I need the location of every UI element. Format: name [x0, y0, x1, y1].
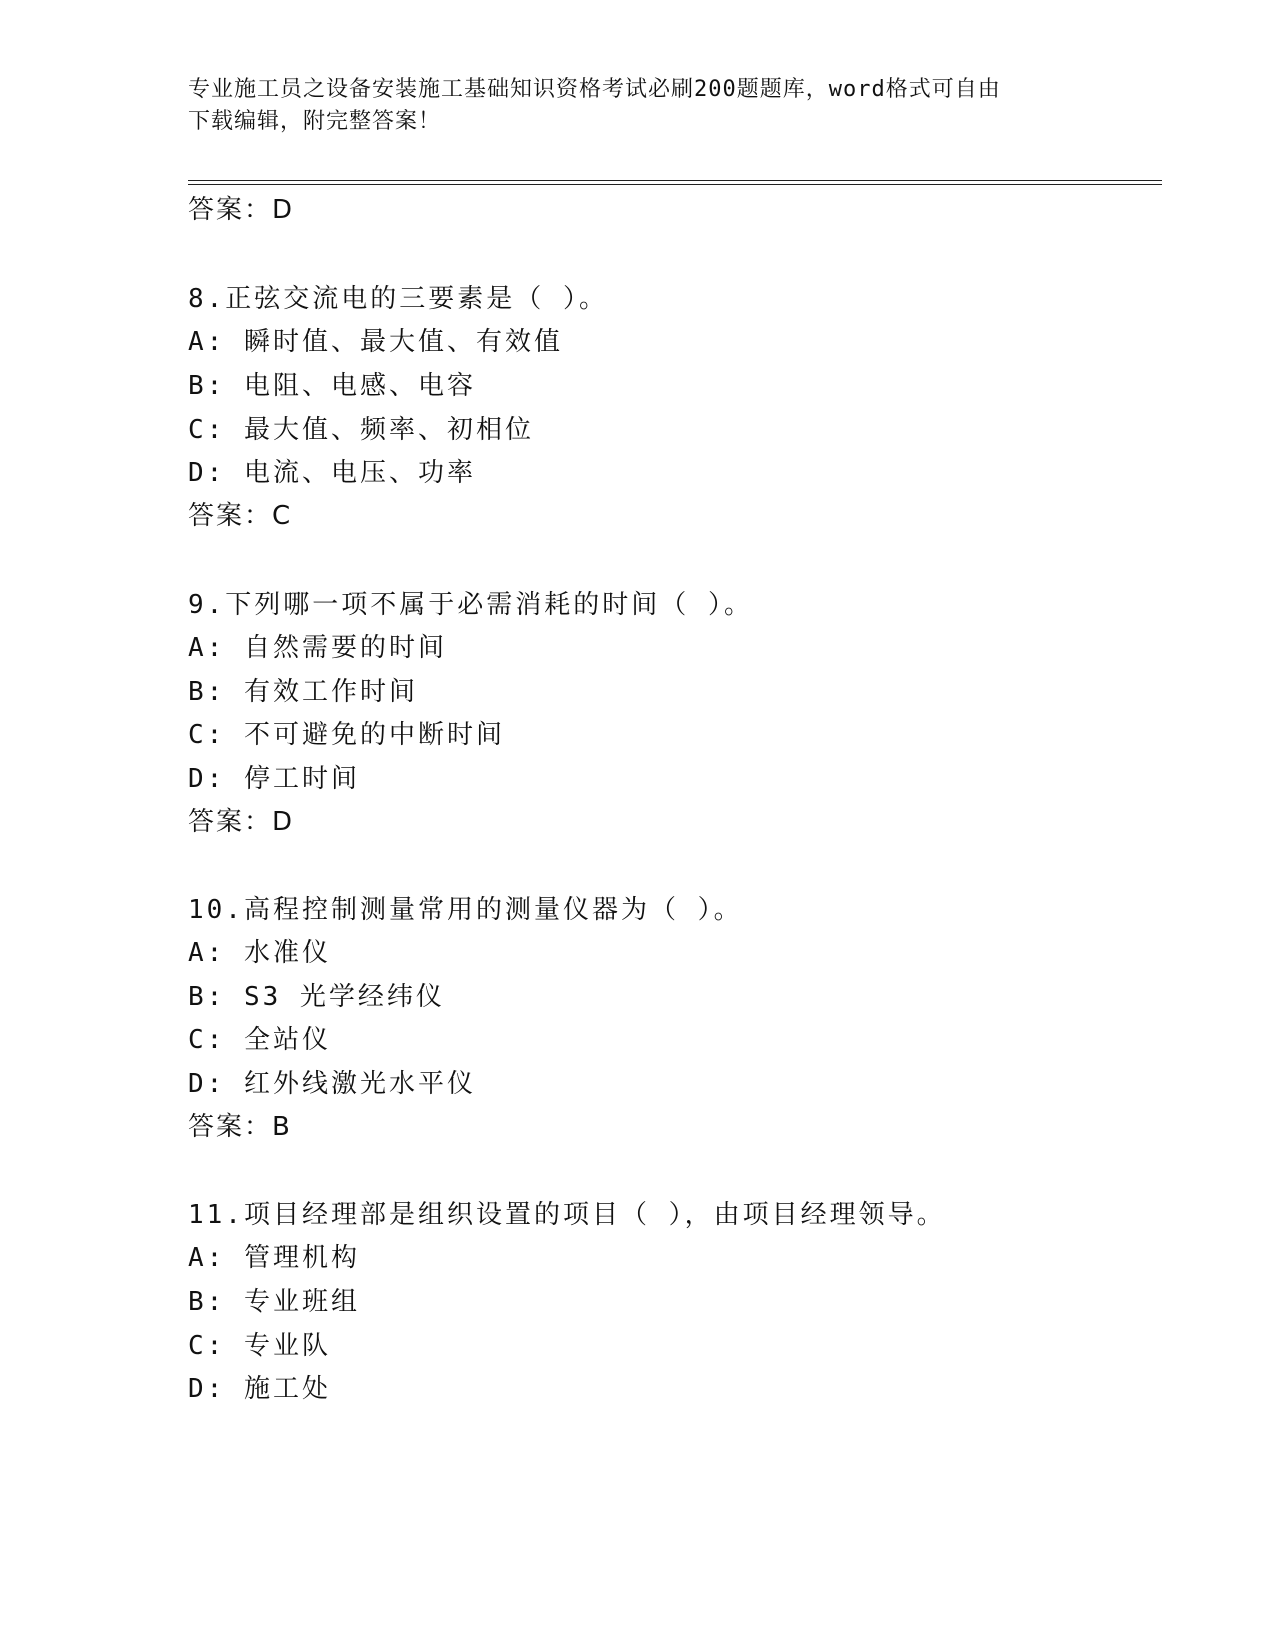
question-9-option-c: C: 不可避免的中断时间: [188, 720, 505, 750]
question-11-stem: 11.项目经理部是组织设置的项目（ ），由项目经理领导。: [188, 1200, 946, 1230]
question-9-stem: 9.下列哪一项不属于必需消耗的时间（ ）。: [188, 590, 753, 620]
header-line-1: 专业施工员之设备安装施工基础知识资格考试必刷200题题库，word格式可自由: [188, 77, 1001, 102]
header-line-2: 下载编辑，附完整答案！: [188, 109, 442, 134]
answer-prev: 答案：D: [188, 195, 295, 225]
question-8-answer: 答案：C: [188, 501, 293, 531]
question-9-option-a: A: 自然需要的时间: [188, 633, 447, 663]
question-10-answer: 答案：B: [188, 1112, 292, 1142]
question-11-option-d: D: 施工处: [188, 1374, 331, 1404]
question-8-option-c: C: 最大值、频率、初相位: [188, 415, 534, 445]
question-10-option-b: B: S3 光学经纬仪: [188, 982, 445, 1012]
question-10-option-c: C: 全站仪: [188, 1025, 331, 1055]
question-10-stem: 10.高程控制测量常用的测量仪器为（ ）。: [188, 895, 743, 925]
question-10-option-d: D: 红外线激光水平仪: [188, 1069, 476, 1099]
question-8-option-b: B: 电阻、电感、电容: [188, 371, 476, 401]
question-10-option-a: A: 水准仪: [188, 938, 331, 968]
question-11-option-c: C: 专业队: [188, 1331, 331, 1361]
question-8-option-d: D: 电流、电压、功率: [188, 458, 476, 488]
question-11-option-b: B: 专业班组: [188, 1287, 360, 1317]
header-divider-bottom: [188, 184, 1162, 185]
question-11-option-a: A: 管理机构: [188, 1243, 360, 1273]
question-8-option-a: A: 瞬时值、最大值、有效值: [188, 327, 563, 357]
question-9-answer: 答案：D: [188, 807, 295, 837]
question-9-option-b: B: 有效工作时间: [188, 677, 418, 707]
question-9-option-d: D: 停工时间: [188, 764, 360, 794]
header-divider-top: [188, 180, 1162, 181]
document-header: [188, 74, 1088, 138]
question-8-stem: 8.正弦交流电的三要素是（ ）。: [188, 284, 608, 314]
